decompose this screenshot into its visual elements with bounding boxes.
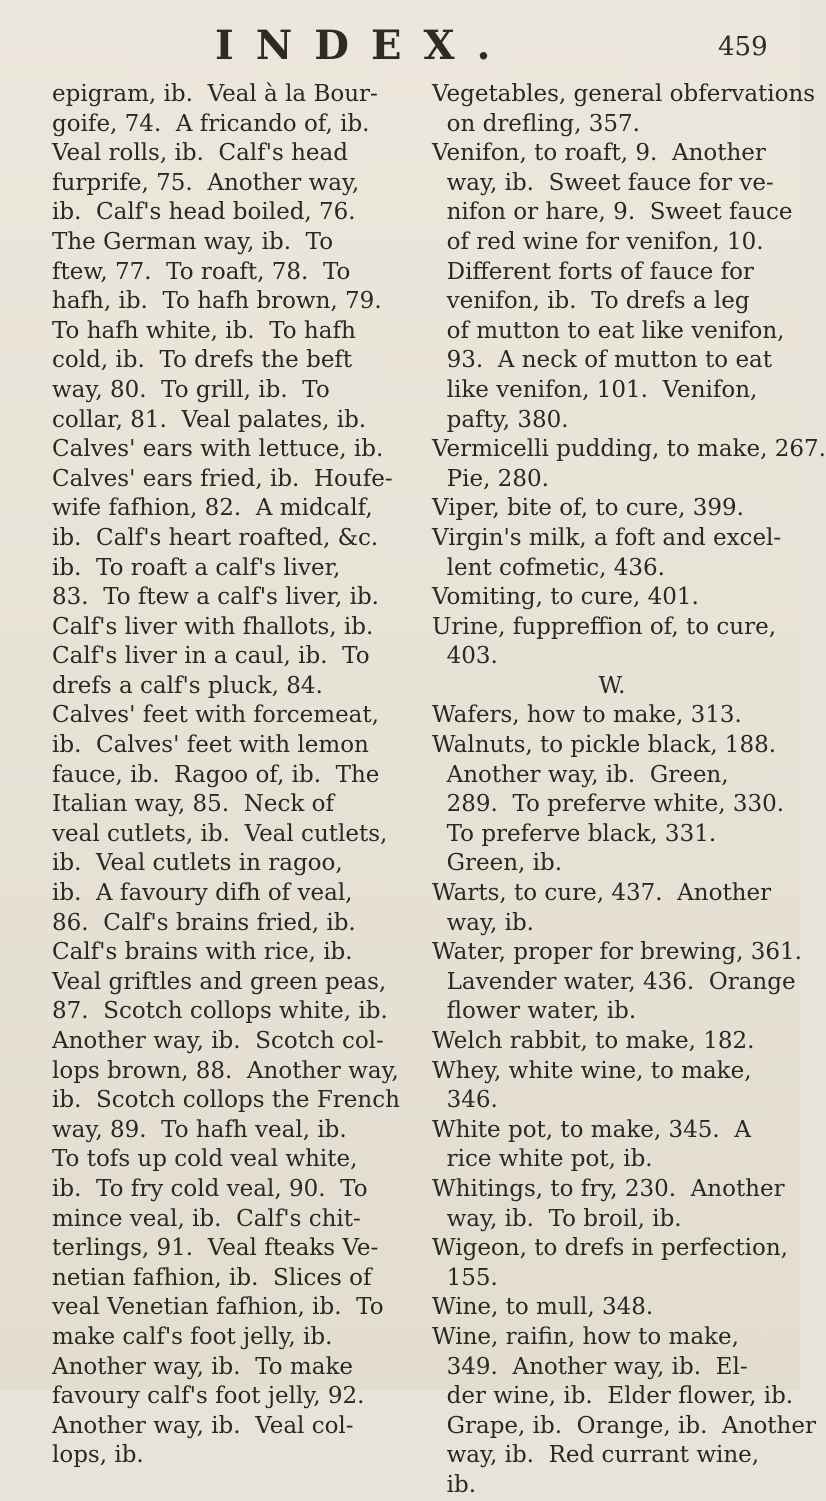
index-line: Veal rolls, ib. Calf's head <box>52 140 348 167</box>
index-line: cold, ib. To drefs the beft <box>52 347 353 374</box>
index-line: way, ib. Red currant wine, <box>432 1442 760 1469</box>
index-line: flower water, ib. <box>432 998 637 1025</box>
index-line: hafh, ib. To hafh brown, 79. <box>52 288 382 315</box>
index-line: lent cofmetic, 436. <box>432 554 665 581</box>
index-line: 349. Another way, ib. El- <box>432 1353 748 1380</box>
index-line: ib. <box>432 1471 477 1498</box>
index-line: Wine, raifin, how to make, <box>432 1323 739 1350</box>
index-line: Grape, ib. Orange, ib. Another <box>432 1412 816 1439</box>
index-line: Lavender water, 436. Orange <box>432 968 796 995</box>
index-line: Water, proper for brewing, 361. <box>432 939 802 966</box>
index-line: way, 89. To hafh veal, ib. <box>52 1116 347 1143</box>
index-line: veal cutlets, ib. Veal cutlets, <box>52 820 388 847</box>
index-line: ib. Veal cutlets in ragoo, <box>52 850 343 877</box>
index-line: Wafers, how to make, 313. <box>432 702 742 729</box>
index-line: White pot, to make, 345. A <box>432 1116 751 1143</box>
index-line: Green, ib. <box>432 850 563 877</box>
index-line: rice white pot, ib. <box>432 1146 653 1173</box>
index-line: 87. Scotch collops white, ib. <box>52 998 388 1025</box>
index-line: way, ib. <box>432 909 534 936</box>
index-line: ib. Scotch collops the French <box>52 1087 400 1114</box>
index-line: Veal griftles and green peas, <box>52 968 387 995</box>
index-line: To preferve black, 331. <box>432 820 717 847</box>
index-line: ib. To fry cold veal, 90. To <box>52 1175 368 1202</box>
index-line: drefs a calf's pluck, 84. <box>52 672 323 699</box>
index-line: Vomiting, to cure, 401. <box>432 584 699 611</box>
index-line: ib. Calf's heart roafted, &c. <box>52 524 379 551</box>
index-line: on drefling, 357. <box>432 110 640 137</box>
left-column <box>52 80 424 1471</box>
index-line: Welch rabbit, to make, 182. <box>432 1028 755 1054</box>
index-line: terlings, 91. Veal fteaks Ve- <box>52 1235 379 1262</box>
index-line: Another way, ib. Green, <box>432 761 729 788</box>
index-line: Urine, fuppreffion of, to cure, <box>432 613 777 640</box>
index-line: Calf's liver in a caul, ib. To <box>52 643 370 670</box>
page-number: 459 <box>718 32 768 62</box>
index-line: 346. <box>432 1087 498 1114</box>
index-line: mince veal, ib. Calf's chit- <box>52 1205 361 1232</box>
index-line: netian fafhion, ib. Slices of <box>52 1264 372 1291</box>
index-line: way, ib. Sweet fauce for ve- <box>432 169 774 196</box>
index-line: Different forts of fauce for <box>432 258 754 285</box>
index-line: 83. To ftew a calf's liver, ib. <box>52 584 379 611</box>
index-line: 93. A neck of mutton to eat <box>432 347 773 374</box>
index-line: way, ib. To broil, ib. <box>432 1205 682 1232</box>
index-line: make calf's foot jelly, ib. <box>52 1323 333 1350</box>
index-line: Vermicelli pudding, to make, 267. <box>432 436 826 463</box>
index-line: like venifon, 101. Venifon, <box>432 376 758 403</box>
index-line: venifon, ib. To drefs a leg <box>432 288 750 315</box>
index-line: lops, ib. <box>52 1442 144 1469</box>
index-line: Whey, white wine, to make, <box>432 1057 752 1084</box>
index-line: Calves' ears with lettuce, ib. <box>52 436 384 463</box>
index-line: of red wine for venifon, 10. <box>432 228 764 255</box>
index-line: ib. A favoury difh of veal, <box>52 880 353 907</box>
index-line: Another way, ib. To make <box>52 1353 353 1380</box>
index-line: Vegetables, general obfervations <box>432 81 816 107</box>
index-line: ib. Calves' feet with lemon <box>52 732 369 759</box>
index-line: Viper, bite of, to cure, 399. <box>432 495 744 522</box>
index-line: To hafh white, ib. To hafh <box>52 317 356 344</box>
index-line: 289. To preferve white, 330. <box>432 791 785 818</box>
index-line: 155. <box>432 1264 498 1291</box>
index-line: 86. Calf's brains fried, ib. <box>52 909 356 936</box>
index-line: Walnuts, to pickle black, 188. <box>432 732 777 759</box>
index-line: Virgin's milk, a foft and excel- <box>432 524 782 551</box>
index-line: Calf's liver with fhallots, ib. <box>52 613 374 640</box>
index-title: INDEX. <box>215 22 513 69</box>
index-line: ftew, 77. To roaft, 78. To <box>52 258 351 285</box>
index-line: Italian way, 85. Neck of <box>52 791 334 818</box>
index-line: Calf's brains with rice, ib. <box>52 939 353 966</box>
index-line: Another way, ib. Scotch col- <box>52 1028 384 1054</box>
index-line: Wine, to mull, 348. <box>432 1294 654 1321</box>
index-line: of mutton to eat like venifon, <box>432 317 785 344</box>
index-line: ib. Calf's head boiled, 76. <box>52 199 356 226</box>
index-line: way, 80. To grill, ib. To <box>52 376 330 403</box>
index-line: epigram, ib. Veal à la Bour- <box>52 81 378 107</box>
index-line: der wine, ib. Elder flower, ib. <box>432 1383 794 1410</box>
right-column <box>432 80 826 1501</box>
index-line: lops brown, 88. Another way, <box>52 1057 399 1084</box>
index-line: fauce, ib. Ragoo of, ib. The <box>52 761 380 788</box>
index-line: Wigeon, to drefs in perfection, <box>432 1235 788 1262</box>
index-line: Warts, to cure, 437. Another <box>432 880 772 907</box>
index-line: Pie, 280. <box>432 465 549 492</box>
index-line: ib. To roaft a calf's liver, <box>52 554 341 581</box>
index-line: pafty, 380. <box>432 406 569 433</box>
index-line: veal Venetian fafhion, ib. To <box>52 1294 384 1321</box>
index-line: Calves' ears fried, ib. Houfe- <box>52 465 393 492</box>
index-line: collar, 81. Veal palates, ib. <box>52 406 367 433</box>
index-line: wife fafhion, 82. A midcalf, <box>52 495 373 522</box>
index-line: Another way, ib. Veal col- <box>52 1412 354 1439</box>
index-line: Calves' feet with forcemeat, <box>52 702 379 729</box>
index-line: nifon or hare, 9. Sweet fauce <box>432 199 793 226</box>
index-line: The German way, ib. To <box>52 228 334 255</box>
index-line: Whitings, to fry, 230. Another <box>432 1175 785 1202</box>
index-line: furprife, 75. Another way, <box>52 169 360 196</box>
index-line: W. <box>598 672 626 699</box>
index-line: To tofs up cold veal white, <box>52 1146 358 1173</box>
index-line: 403. <box>432 643 498 670</box>
page-header <box>0 22 800 72</box>
index-line: favoury calf's foot jelly, 92. <box>52 1383 365 1410</box>
index-line: Venifon, to roaft, 9. Another <box>432 140 766 167</box>
index-line: goife, 74. A fricando of, ib. <box>52 110 370 137</box>
